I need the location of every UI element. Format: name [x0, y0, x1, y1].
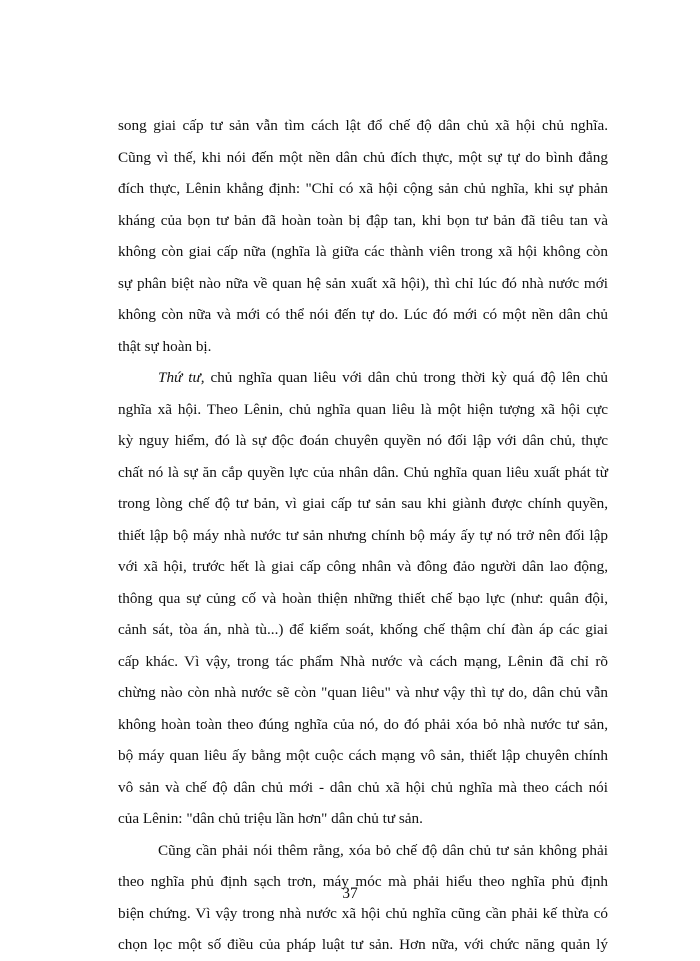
text-line: chừng nào còn nhà nước sẽ còn "quan liêu" và như vậy thì tự do, dân chủ vẫn: [118, 684, 608, 701]
text-line: Cũng cần phải nói thêm rằng, xóa bỏ chế độ dân chủ tư sản không phải: [158, 841, 608, 859]
text-line: nghĩa xã hội. Theo Lênin, chủ nghĩa quan liêu là một hiện tượng xã hội cực: [118, 400, 608, 418]
text-line: kỳ nguy hiểm, đó là sự độc đoán chuyên quyền nó đối lập với dân chủ, thực: [118, 432, 608, 449]
text-line: thiết lập bộ máy nhà nước tư sản nhưng chính bộ máy ấy tự nó trở nên đối lập: [118, 526, 608, 544]
body-text: [118, 110, 608, 961]
text-line: trong lòng chế độ tư bản, vì giai cấp tư sản sau khi giành được chính quyền,: [118, 495, 608, 512]
text-line: bộ máy quan liêu ấy bằng một cuộc cách mạng vô sản, thiết lập chuyên chính: [118, 747, 608, 764]
text-line: chọn lọc một số điều của pháp luật tư sản. Hơn nữa, với chức năng quản lý: [118, 936, 608, 953]
paragraph-2: [118, 362, 608, 835]
lead-rest: chủ nghĩa quan liêu với dân chủ trong thời kỳ quá độ lên chủ: [204, 369, 609, 386]
text-line: thật sự hoàn bị.: [118, 337, 212, 355]
text-line-lead: [118, 362, 608, 394]
text-line: không còn giai cấp nữa (nghĩa là giữa các thành viên trong xã hội không còn: [118, 243, 608, 260]
text-line: vô sản và chế độ dân chủ mới - dân chủ xã hội chủ nghĩa mà theo cách nói: [118, 778, 608, 796]
text-line: cấp khác. Vì vậy, trong tác phẩm Nhà nước và cách mạng, Lênin đã chỉ rõ: [118, 652, 608, 670]
text-line: cảnh sát, tòa án, nhà tù...) để kiểm soát, khống chế thậm chí đàn áp các giai: [118, 621, 608, 638]
text-line: không hoàn toàn theo đúng nghĩa của nó, do đó phải xóa bỏ nhà nước tư sản,: [118, 715, 608, 733]
text-line: Cũng vì thế, khi nói đến một nền dân chủ đích thực, một sự tự do bình đẳng: [118, 148, 608, 166]
text-line: song giai cấp tư sản vẫn tìm cách lật đổ chế độ dân chủ xã hội chủ nghĩa.: [118, 117, 608, 134]
text-line: biện chứng. Vì vậy trong nhà nước xã hội chủ nghĩa cũng cần phải kế thừa có: [118, 904, 608, 922]
text-line: chất nó là sự ăn cắp quyền lực của nhân dân. Chủ nghĩa quan liêu xuất phát từ: [118, 463, 608, 481]
text-line: theo nghĩa phủ định sạch trơn, máy móc mà phải hiểu theo nghĩa phủ định: [118, 873, 608, 890]
lead-italic: Thứ tư,: [158, 369, 205, 386]
text-line: không còn nữa và mới có thể nói đến tự do. Lúc đó mới có một nền dân chủ: [118, 306, 608, 323]
page-number: 37: [342, 885, 358, 902]
text-line: của Lênin: "dân chủ triệu lần hơn" dân chủ tư sản.: [118, 810, 423, 827]
paragraph-1: [118, 110, 608, 362]
text-line: thông qua sự củng cố và hoàn thiện những thiết chế bạo lực (như: quân đội,: [118, 589, 608, 607]
text-line: với xã hội, trước hết là giai cấp công nhân và đông đảo người dân lao động,: [118, 558, 608, 575]
text-line: sự phân biệt nào nữa về quan hệ sản xuất xã hội), thì chỉ lúc đó nhà nước mới: [118, 274, 608, 292]
text-line: kháng của bọn tư bản đã hoàn toàn bị đập tan, khi bọn tư bản đã tiêu tan và: [118, 211, 608, 229]
text-line: đích thực, Lênin khẳng định: "Chỉ có xã hội cộng sản chủ nghĩa, khi sự phản: [118, 180, 608, 197]
